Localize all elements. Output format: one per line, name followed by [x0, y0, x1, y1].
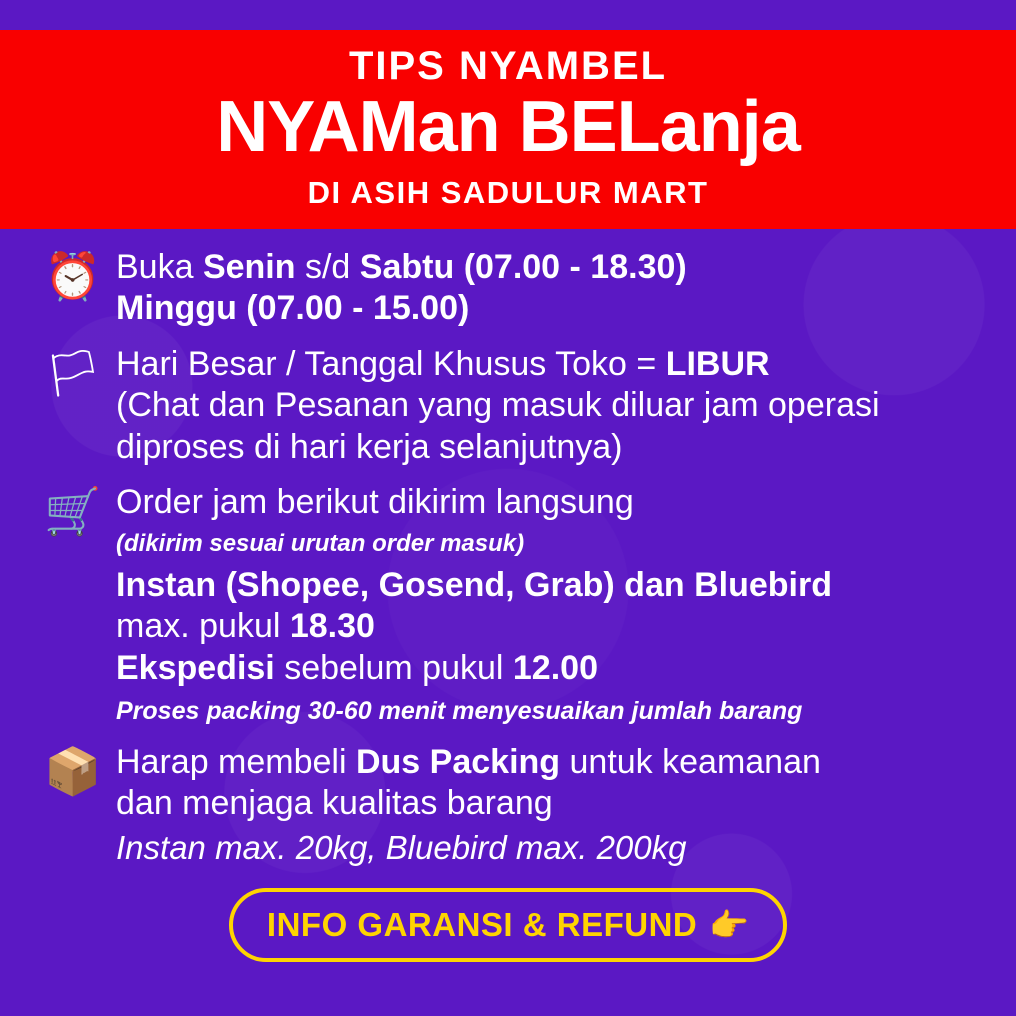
alarm-clock-icon-cell — [30, 247, 116, 303]
packing-line-2: dan menjaga kualitas barang — [116, 784, 553, 823]
package-box-icon-cell — [30, 742, 116, 798]
holiday-text — [116, 344, 986, 468]
cta-area — [30, 888, 986, 962]
white-flag-icon-cell — [30, 344, 116, 400]
info-row-packing — [30, 742, 986, 868]
delivery-subnote: (dikirim sesuai urutan order masuk) — [116, 529, 525, 557]
info-garansi-refund-button[interactable] — [229, 888, 787, 962]
hours-line-1: Buka Senin s/d Sabtu (07.00 - 18.30) — [116, 247, 687, 286]
hours-line-2: Minggu (07.00 - 15.00) — [116, 289, 470, 328]
holiday-line-3: diproses di hari kerja selanjutnya) — [116, 427, 623, 466]
info-row-holiday — [30, 344, 986, 468]
white-flag-icon: 🏳 — [43, 345, 103, 400]
delivery-heading: Order jam berikut dikirim langsung — [116, 483, 634, 522]
shopping-cart-icon: 🛒 — [44, 484, 102, 539]
package-box-icon: 📦 — [44, 743, 102, 798]
delivery-footnote: Proses packing 30-60 menit menyesuaikan jumlah barang — [116, 697, 803, 726]
header-subtitle: DI ASIH SADULUR MART — [307, 174, 709, 210]
pointing-right-hand-icon: 👉 — [709, 905, 750, 944]
header-banner — [0, 30, 1016, 229]
alarm-clock-icon: ⏰ — [44, 248, 102, 303]
cta-label: INFO GARANSI & REFUND — [266, 905, 698, 943]
delivery-text — [116, 482, 986, 728]
header-title: NYAMan BELanja — [216, 87, 800, 167]
holiday-line-1: Hari Besar / Tanggal Khusus Toko = LIBUR — [116, 344, 770, 383]
packing-line-1: Harap membeli Dus Packing untuk keamanan — [116, 742, 821, 781]
packing-text — [116, 742, 986, 868]
holiday-line-2: (Chat dan Pesanan yang masuk diluar jam operasi — [116, 386, 880, 425]
delivery-line-2: max. pukul 18.30 — [116, 607, 375, 646]
info-row-delivery — [30, 482, 986, 728]
shopping-cart-icon-cell — [30, 482, 116, 539]
top-margin-bar — [0, 0, 1016, 30]
hours-text — [116, 247, 986, 330]
delivery-line-1: Instan (Shopee, Gosend, Grab) dan Bluebird — [116, 565, 832, 604]
packing-weight-note: Instan max. 20kg, Bluebird max. 200kg — [116, 828, 687, 866]
bottom-margin-bar — [0, 1008, 1016, 1016]
info-list — [0, 229, 1016, 962]
header-tagline: TIPS NYAMBEL — [348, 44, 668, 88]
info-row-hours — [30, 247, 986, 330]
delivery-line-3: Ekspedisi sebelum pukul 12.00 — [116, 648, 598, 687]
